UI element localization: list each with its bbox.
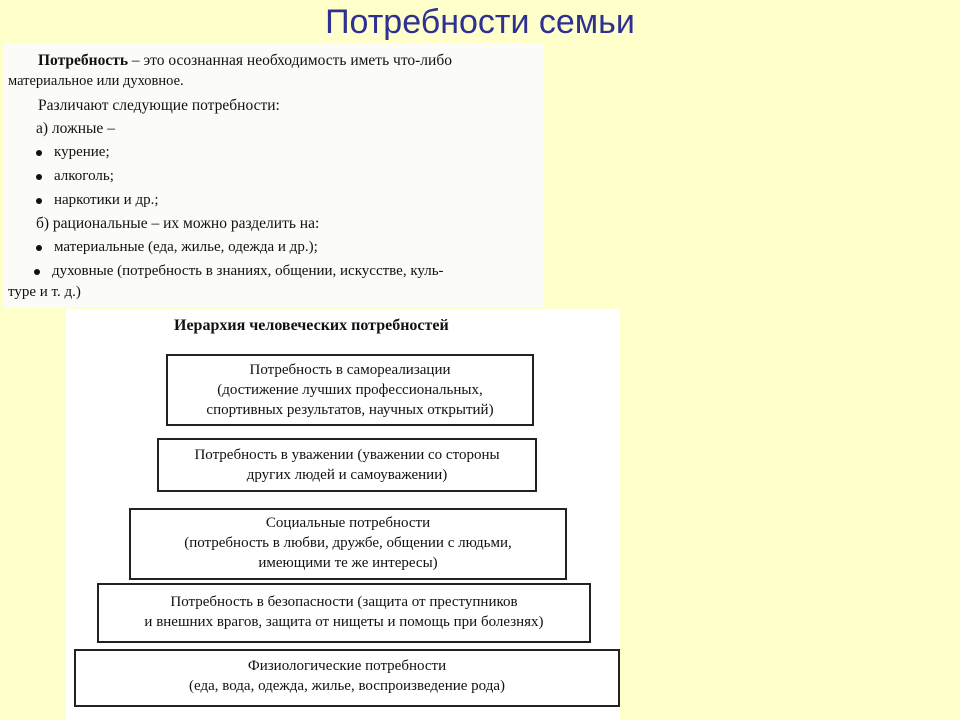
tier-physiological: [74, 649, 620, 707]
hierarchy-title: Иерархия человеческих потребностей: [174, 317, 449, 334]
tier-line: Физиологические потребности: [247, 658, 447, 674]
tier-self-actualization: [166, 354, 534, 426]
tier-social: [129, 508, 567, 580]
tier-line: других людей и самоуважении): [246, 467, 448, 483]
distinguish-heading: Различают следующие потребности:: [38, 97, 280, 114]
bullet-icon: [36, 198, 42, 204]
list-item-continuation: туре и т. д.): [8, 284, 81, 300]
list-item: алкоголь;: [8, 166, 536, 187]
tier-line: Потребность в безопасности (защита от преступников: [170, 594, 518, 610]
bullet-icon: [36, 150, 42, 156]
tier-line: (достижение лучших профессиональных,: [217, 382, 483, 398]
list-item: курение;: [8, 142, 536, 163]
rational-needs-heading: б) рациональные – их можно разделить на:: [36, 215, 320, 232]
tier-line: Социальные потребности: [265, 515, 431, 531]
definition-term: Потребность: [38, 52, 129, 69]
definition-text: – это осознанная необходимость иметь что-либо: [128, 52, 452, 69]
list-item: материальные (еда, жилье, одежда и др.);: [8, 237, 536, 258]
tier-line: Потребность в самореализации: [249, 362, 451, 378]
definition-continuation: материальное или духовное.: [8, 73, 184, 89]
tier-line: спортивных результатов, научных открытий): [206, 402, 494, 418]
list-item: наркотики и др.;: [8, 190, 536, 211]
definition-line: [8, 50, 536, 71]
false-needs-heading: а) ложные –: [36, 120, 115, 137]
definition-panel: [4, 44, 544, 308]
bullet-icon: [34, 269, 40, 275]
slide-title: Потребности семьи: [325, 3, 635, 41]
tier-safety: [97, 583, 591, 643]
tier-esteem: [157, 438, 537, 492]
tier-line: и внешних врагов, защита от нищеты и помощь при болезнях): [144, 614, 544, 630]
tier-line: (еда, вода, одежда, жилье, воспроизведение рода): [188, 678, 506, 694]
hierarchy-panel: [66, 309, 620, 720]
tier-line: (потребность в любви, дружбе, общении с людьми,: [184, 535, 512, 551]
tier-line: имеющими те же интересы): [258, 555, 438, 571]
tier-line: Потребность в уважении (уважении со стороны: [194, 447, 500, 463]
bullet-icon: [36, 174, 42, 180]
bullet-icon: [36, 245, 42, 251]
list-item: духовные (потребность в знаниях, общении, искусстве, куль-: [8, 261, 536, 282]
